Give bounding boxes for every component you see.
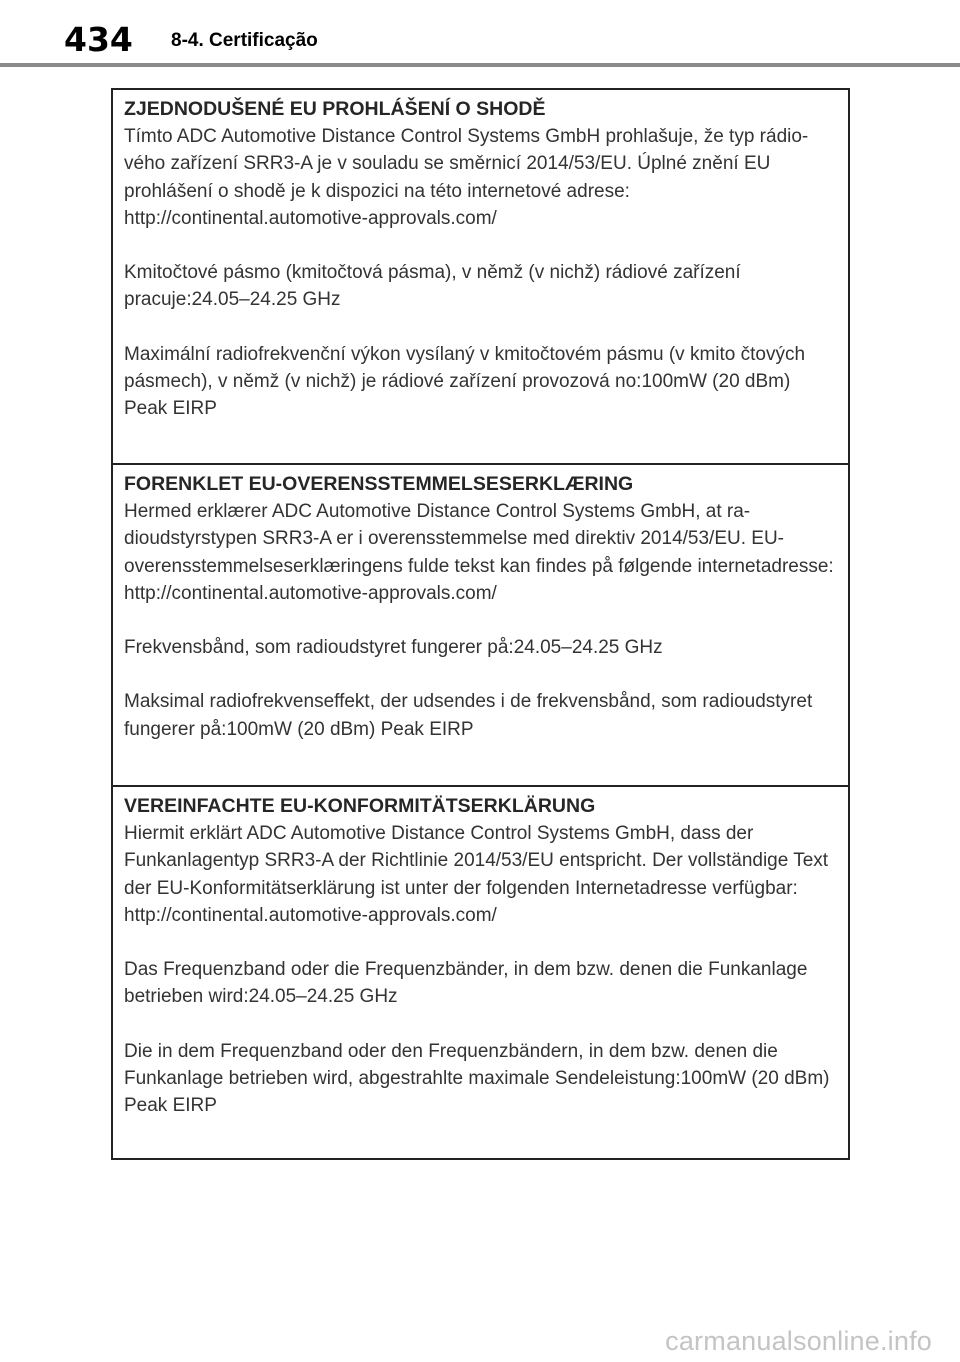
frequency-band-paragraph: Frekvensbånd, som radioudstyret fungerer på:24.05–24.25 GHz [124,637,663,659]
frequency-band-paragraph: Das Frequenzband oder die Frequenzbänder, in dem bzw. denen die Funkanlage betrieben wird:24.05–24.25 GHz [124,959,808,1008]
header-divider [0,63,960,67]
declaration-block-da [113,463,848,785]
declaration-heading-da: FORENKLET EU-OVERENSSTEMMELSESERKLÆRING [124,473,634,495]
certification-box [111,88,850,1160]
declaration-block-de [113,785,848,1158]
declaration-paragraph: Tímto ADC Automotive Distance Control Systems GmbH prohlašuje, že typ rádio-vého zařízení SRR3-A je v souladu se směrnicí 2014/53/EU. Úplné znění EU prohlášení o shodě je k dispozici na této internetové adrese: http://continental.automotive-approvals.com/ [124,126,809,229]
page-number: 434 [64,20,133,59]
declaration-block-cs [113,90,848,463]
section-title: 8-4. Certificação [171,30,318,51]
declaration-paragraph: Hermed erklærer ADC Automotive Distance Control Systems GmbH, at ra-dioudstyrstypen SRR3-A er i overensstemmelse med direktiv 2014/53/EU. EU-overensstemmelseserklæringens fulde tekst kan findes på følgende internetadresse: http://continental.automotive-approvals.com/ [124,501,834,604]
declaration-heading-cs: ZJEDNODUŠENÉ EU PROHLÁŠENÍ O SHODĚ [124,98,546,120]
max-power-paragraph: Maksimal radiofrekvenseffekt, der udsendes i de frekvensbånd, som radioudstyret fungerer på:100mW (20 dBm) Peak EIRP [124,691,813,740]
declaration-heading-de: VEREINFACHTE EU-KONFORMITÄTSERKLÄRUNG [124,795,596,817]
declaration-paragraph: Hiermit erklärt ADC Automotive Distance Control Systems GmbH, dass der Funkanlagentyp SRR3-A der Richtlinie 2014/53/EU entspricht. Der vollständige Text der EU-Konformitätserklärung ist unter der folgenden Internetadresse verfügbar: http://continental.automotive-approvals.com/ [124,823,829,926]
watermark-text: carmanualsonline.info [665,1326,932,1356]
max-power-paragraph: Maximální radiofrekvenční výkon vysílaný v kmitočtovém pásmu (v kmito čtových pásmech), v němž (v nichž) je rádiové zařízení provozová no:100mW (20 dBm) Peak EIRP [124,343,806,420]
page-header [0,0,960,68]
frequency-band-paragraph: Kmitočtové pásmo (kmitočtová pásma), v němž (v nichž) rádiové zařízení pracuje:24.05–24.25 GHz [124,262,741,311]
max-power-paragraph: Die in dem Frequenzband oder den Frequenzbändern, in dem bzw. denen die Funkanlage betrieben wird, abgestrahlte maximale Sendeleistung:100mW (20 dBm) Peak EIRP [124,1040,830,1117]
